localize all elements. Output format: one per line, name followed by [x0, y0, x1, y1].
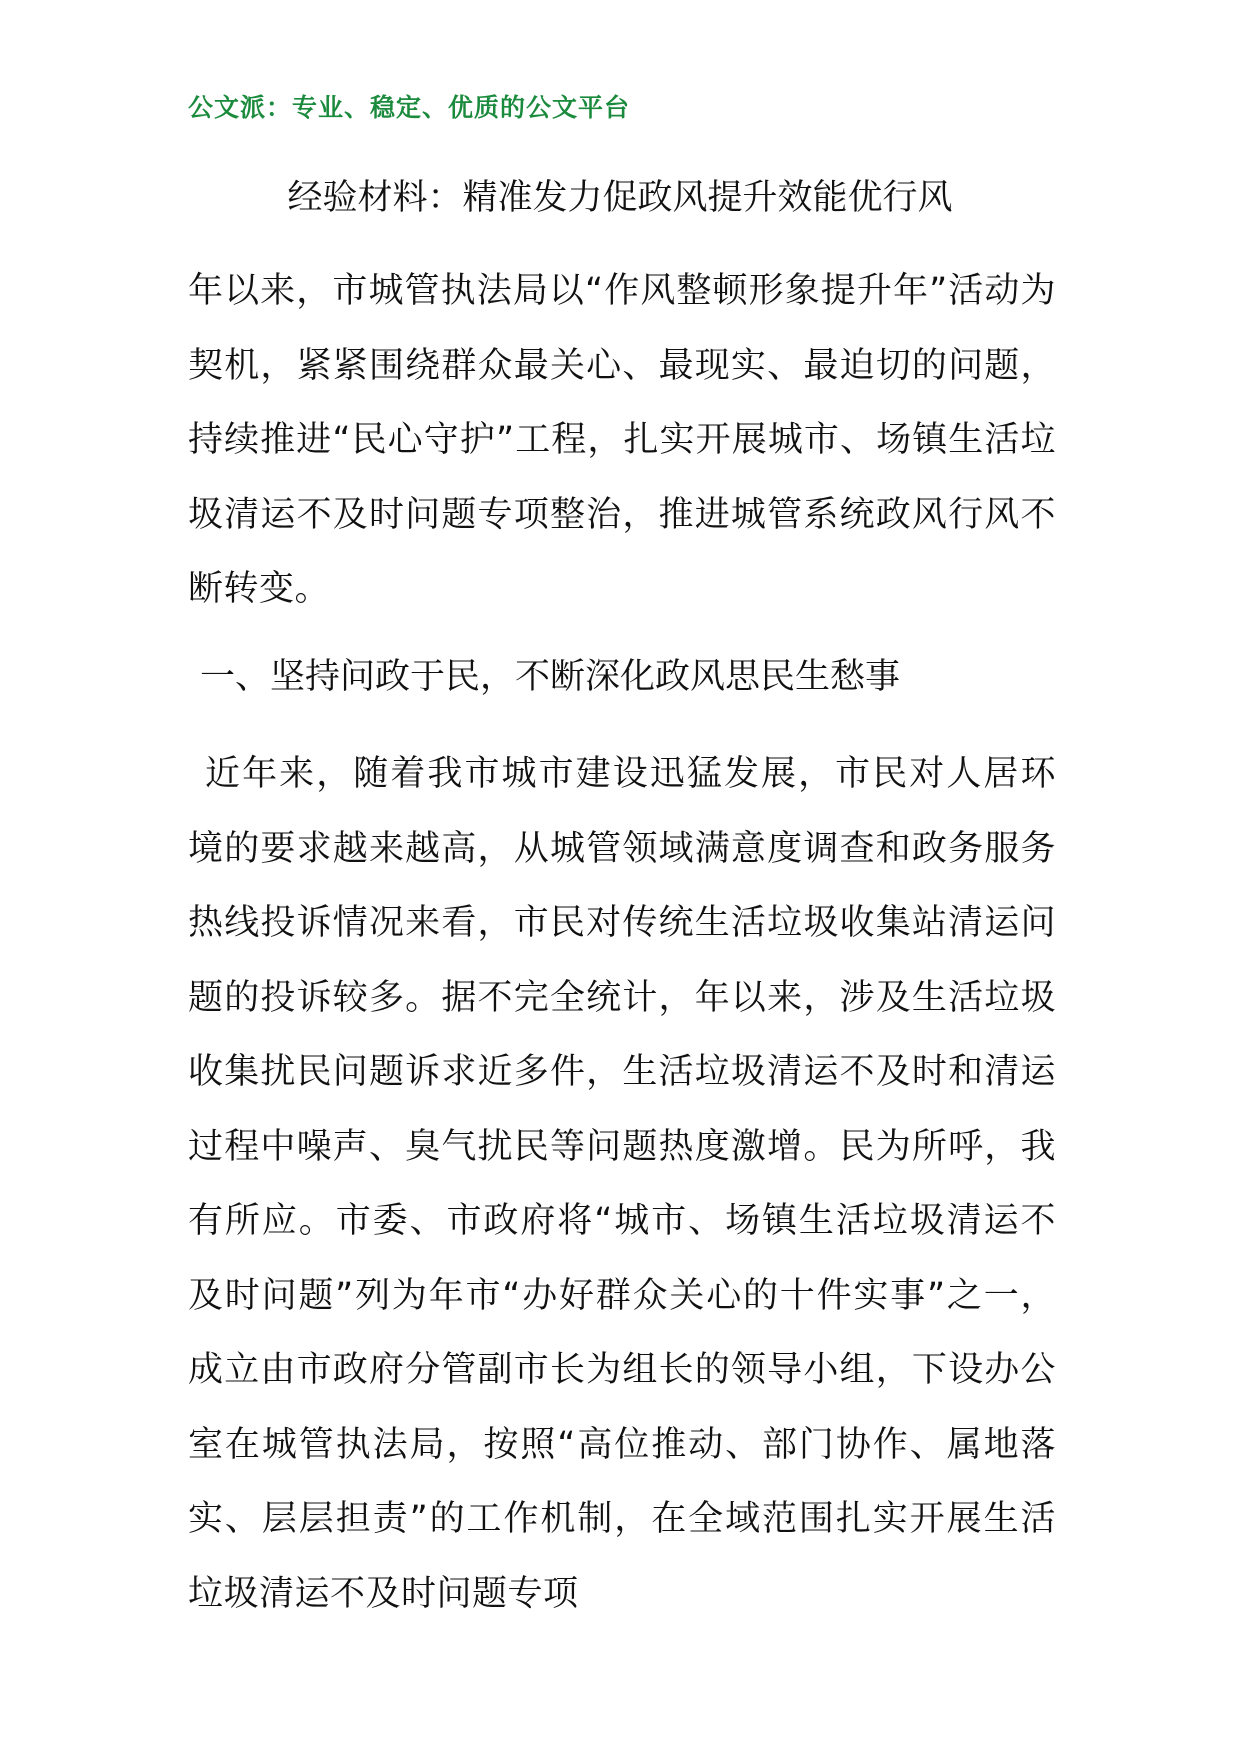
- header-brand: 公文派：专业、稳定、优质的公文平台: [188, 93, 631, 122]
- paragraph-intro: 年以来，市城管执法局以“作风整顿形象提升年”活动为契机，紧紧围绕群众最关心、最现实、最迫切的问题，持续推进“民心守护”工程，扎实开展城市、场镇生活垃圾清运不及时问题专项整治，推进城管系统政风行风不断转变。: [188, 271, 1056, 609]
- paragraph-section-1: 近年来，随着我市城市建设迅猛发展，市民对人居环境的要求越来越高，从城管领域满意度调查和政务服务热线投诉情况来看，市民对传统生活垃圾收集站清运问题的投诉较多。据不完全统计，年以来，涉及生活垃圾收集扰民问题诉求近多件，生活垃圾清运不及时和清运过程中噪声、臭气扰民等问题热度激增。民为所呼，我有所应。市委、市政府将“城市、场镇生活垃圾清运不及时问题”列为年市“办好群众关心的十件实事”之一，成立由市政府分管副市长为组长的领导小组，下设办公室在城管执法局，按照“高位推动、部门协作、属地落实、层层担责”的工作机制，在全域范围扎实开展生活垃圾清运不及时问题专项: [188, 754, 1056, 1614]
- document-title: 经验材料：精准发力促政风提升效能优行风: [287, 178, 953, 218]
- section-heading-1: 一、坚持问政于民，不断深化政风思民生愁事: [200, 657, 901, 697]
